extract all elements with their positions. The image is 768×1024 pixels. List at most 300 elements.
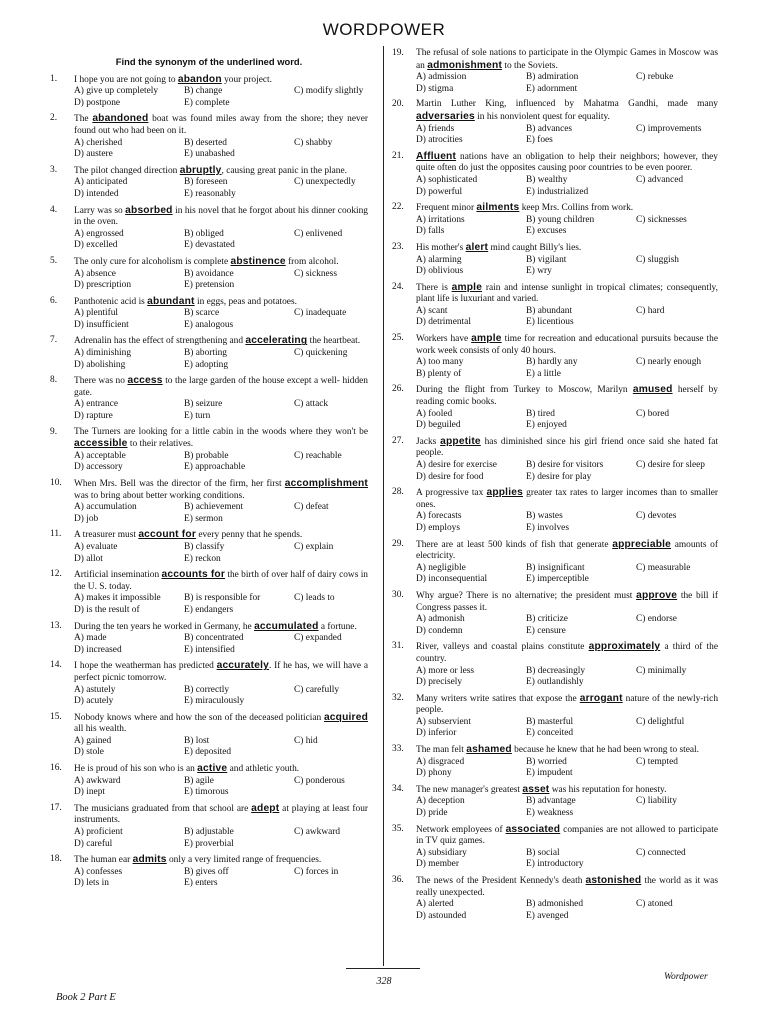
stem-text-after: to the large garden of the house except a well- hidden gate. <box>74 376 368 398</box>
question-stem <box>74 375 368 399</box>
answer-option: B) adjustable <box>184 827 234 838</box>
answer-option: E) endangers <box>184 604 234 615</box>
footer-book-label: Book 2 Part E <box>56 992 116 1003</box>
answer-option: E) enters <box>184 878 218 889</box>
stem-text-after: a fortune. <box>318 621 357 632</box>
answer-option: B) correctly <box>184 684 230 695</box>
underlined-keyword: acquired <box>323 711 368 723</box>
stem-text-after: only a very limited range of frequencies. <box>166 855 322 866</box>
answer-option: A) engrossed <box>74 228 124 239</box>
stem-text-after: herself by reading comic books. <box>416 385 718 408</box>
answer-option: D) acutely <box>74 696 114 707</box>
stem-text-before: There was no <box>74 376 128 387</box>
answer-option: B) obliged <box>184 228 224 239</box>
answer-option: C) bored <box>636 408 670 419</box>
question-body <box>74 205 368 252</box>
answer-option: E) complete <box>184 97 230 108</box>
answer-option: E) adornment <box>526 83 578 94</box>
answer-option: C) explain <box>294 541 334 552</box>
page-number: 328 <box>376 976 392 987</box>
underlined-keyword: associated <box>505 823 561 835</box>
question-item <box>392 744 718 780</box>
answer-options <box>416 899 718 922</box>
answer-option: D) prescription <box>74 280 132 291</box>
question-item <box>392 99 718 146</box>
answer-option: D) desire for food <box>416 471 484 482</box>
question-item <box>50 569 368 616</box>
underlined-keyword: abandoned <box>92 113 149 125</box>
answer-option: B) masterful <box>526 716 574 727</box>
question-item <box>392 333 718 380</box>
answer-option: E) pretension <box>184 280 235 291</box>
answer-option: E) miraculously <box>184 696 245 707</box>
answer-option: E) excuses <box>526 226 567 237</box>
answer-option: D) postpone <box>74 97 121 108</box>
answer-option: A) made <box>74 633 107 644</box>
answer-option: C) defeat <box>294 502 329 513</box>
answer-option: B) scarce <box>184 308 220 319</box>
question-body <box>416 384 718 431</box>
question-stem <box>74 803 368 827</box>
question-stem <box>74 74 368 87</box>
answer-option: C) expanded <box>294 633 342 644</box>
question-item <box>50 427 368 474</box>
answer-option: A) entrance <box>74 399 118 410</box>
question-number: 22. <box>392 202 404 213</box>
stem-text-before: Larry was so <box>74 205 126 216</box>
answer-options <box>416 409 718 432</box>
answer-option: E) conceited <box>526 728 574 739</box>
question-body <box>74 74 368 110</box>
answer-option: D) rapture <box>74 411 113 422</box>
answer-options <box>74 542 368 565</box>
answer-option: E) devastated <box>184 240 235 251</box>
answer-option: B) decreasingly <box>526 665 586 676</box>
answer-option: C) delightful <box>636 716 685 727</box>
stem-text-after: because he knew that he had been wrong to steal. <box>511 745 699 756</box>
question-item <box>392 384 718 431</box>
stem-text-after: mind caught Billy's lies. <box>488 242 582 253</box>
underlined-keyword: appetite <box>440 435 481 447</box>
question-item <box>50 660 368 707</box>
footer-rule <box>346 968 420 969</box>
footer-series-label: Wordpower <box>664 972 708 982</box>
answer-option: E) wry <box>526 266 552 277</box>
answer-option: B) probable <box>184 450 229 461</box>
question-body <box>74 478 368 525</box>
stem-text-before: Nobody knows where and how the son of the deceased politician <box>74 712 324 723</box>
answer-option: B) gives off <box>184 866 229 877</box>
answer-option: A) friends <box>416 123 455 134</box>
answer-option: E) desire for play <box>526 471 592 482</box>
stem-text-before: The refusal of sole nations to participate in the Olympic Games in Moscow was an <box>416 48 718 71</box>
instruction: Find the synonym of the underlined word. <box>115 56 303 67</box>
stem-text-before: Network employees of <box>416 824 506 835</box>
question-stem <box>74 569 368 593</box>
answer-option: B) abundant <box>526 305 573 316</box>
underlined-keyword: accounts for <box>161 569 226 581</box>
answer-option: E) impudent <box>526 768 573 779</box>
answer-option: D) atrocities <box>416 135 463 146</box>
question-body <box>416 784 718 820</box>
answer-option: C) quickening <box>294 348 348 359</box>
answer-options <box>74 502 368 525</box>
answer-option: B) classify <box>184 541 225 552</box>
stem-text-before: Artificial insemination <box>74 570 162 581</box>
stem-text-after: nations have an obligation to help their neighbors; however, they quite often do just the opposites causing poor countries to be even poorer. <box>416 151 718 174</box>
question-stem <box>416 875 718 899</box>
answer-option: C) rebuke <box>636 72 674 83</box>
question-number: 1. <box>50 73 58 84</box>
question-body <box>416 744 718 780</box>
question-body <box>74 529 368 565</box>
stem-text-before: I hope the weatherman has predicted <box>74 661 217 672</box>
stem-text-before: The news of the President Kennedy's death <box>416 876 586 886</box>
answer-option: A) more or less <box>416 665 475 676</box>
underlined-keyword: accelerating <box>245 335 308 347</box>
stem-text-after: at playing at least four instruments. <box>74 803 369 826</box>
answer-option: B) agile <box>184 775 214 786</box>
answer-option: A) deception <box>416 796 465 807</box>
answer-option: E) approachable <box>184 462 246 473</box>
underlined-keyword: ashamed <box>466 744 512 756</box>
question-number: 31. <box>392 641 404 652</box>
question-item <box>50 529 368 565</box>
underlined-keyword: admonishment <box>427 59 503 71</box>
question-body <box>416 875 718 922</box>
answer-option: D) inconsequential <box>416 574 488 585</box>
answer-options <box>74 229 368 252</box>
answer-option: E) turn <box>184 411 211 422</box>
answer-option: D) job <box>74 513 99 524</box>
answer-option: A) cherished <box>74 137 123 148</box>
question-number: 23. <box>392 241 404 252</box>
answer-option: B) achievement <box>184 502 244 513</box>
answer-option: E) analogous <box>184 319 234 330</box>
stem-text-after: to their relatives. <box>127 439 194 450</box>
answer-option: E) censure <box>526 625 566 636</box>
answer-option: B) is responsible for <box>184 593 261 604</box>
stem-text-after: . If he has, we will have a perfect picnic tomorrow. <box>74 661 368 683</box>
question-body <box>74 712 368 759</box>
question-number: 4. <box>50 204 58 215</box>
question-stem <box>74 205 368 229</box>
answer-options <box>74 685 368 708</box>
stem-text-after: your project. <box>221 74 272 85</box>
answer-option: D) beguiled <box>416 420 461 431</box>
answer-option: A) alerted <box>416 899 454 910</box>
answer-option: A) forecasts <box>416 511 462 522</box>
answer-options <box>74 451 368 474</box>
answer-option: B) plenty of <box>416 368 462 379</box>
answer-option: A) sophisticated <box>416 174 478 185</box>
answer-options <box>416 460 718 483</box>
answer-options <box>416 717 718 740</box>
question-body <box>416 487 718 534</box>
answer-option: A) awkward <box>74 775 121 786</box>
answer-option: C) improvements <box>636 123 702 134</box>
answer-option: A) desire for exercise <box>416 460 497 470</box>
answer-option: D) inferior <box>416 728 457 739</box>
stem-text-after: every penny that he spends. <box>195 530 303 541</box>
answer-option: C) liability <box>636 796 677 807</box>
answer-option: A) acceptable <box>74 450 126 461</box>
question-number: 6. <box>50 295 58 306</box>
question-stem <box>416 151 718 175</box>
answer-options <box>416 255 718 278</box>
question-body <box>416 202 718 238</box>
right-column <box>392 48 718 926</box>
stem-text-before: A progressive tax <box>416 488 487 499</box>
question-stem <box>74 335 368 348</box>
question-number: 25. <box>392 333 404 344</box>
underlined-keyword: abruptly <box>179 164 222 176</box>
question-stem <box>74 113 368 137</box>
underlined-keyword: abundant <box>147 295 195 307</box>
answer-option: E) sermon <box>184 513 223 524</box>
answer-option: D) condemn <box>416 625 463 636</box>
stem-text-before: A treasurer must <box>74 530 139 541</box>
answer-option: D) pride <box>416 808 448 819</box>
answer-option: C) minimally <box>636 665 687 676</box>
answer-option: B) social <box>526 847 560 858</box>
question-body <box>74 427 368 474</box>
answer-option: C) advanced <box>636 174 684 185</box>
question-number: 28. <box>392 487 404 498</box>
question-body <box>74 165 368 201</box>
answer-option: A) plentiful <box>74 308 119 319</box>
answer-options <box>74 399 368 422</box>
answer-option: D) stigma <box>416 83 454 94</box>
question-number: 33. <box>392 744 404 755</box>
underlined-keyword: approve <box>636 589 678 601</box>
question-item <box>50 478 368 525</box>
question-body <box>74 335 368 371</box>
answer-option: D) phony <box>416 768 452 779</box>
answer-option: D) allot <box>74 553 103 564</box>
question-number: 2. <box>50 113 58 124</box>
answer-option: A) disgraced <box>416 756 465 767</box>
question-stem <box>74 854 368 867</box>
stem-text-before: During the flight from Turkey to Moscow, Marilyn <box>416 385 633 396</box>
stem-text-before: The musicians graduated from that school are <box>74 803 252 814</box>
answer-option: B) desire for visitors <box>526 460 604 470</box>
stem-text-after: the world as it was really unexpected. <box>416 876 718 898</box>
answer-option: C) inadequate <box>294 308 347 319</box>
stem-text-after: in his novel that he forgot about his dinner cooking in the oven. <box>74 205 368 228</box>
question-body <box>74 621 368 657</box>
answer-option: A) give up completely <box>74 86 159 97</box>
stem-text-before: He is proud of his son who is an <box>74 764 198 775</box>
answer-option: B) wastes <box>526 511 563 522</box>
answer-option: B) concentrated <box>184 633 244 644</box>
answer-option: B) advantage <box>526 796 576 807</box>
underlined-keyword: approximately <box>588 641 661 653</box>
answer-option: B) tired <box>526 408 555 419</box>
question-number: 13. <box>50 620 62 631</box>
answer-option: B) vigilant <box>526 254 567 265</box>
answer-option: A) subsidiary <box>416 847 467 858</box>
answer-option: C) atoned <box>636 899 673 910</box>
page-title: WORDPOWER <box>322 20 446 39</box>
underlined-keyword: active <box>197 763 228 775</box>
question-stem <box>74 256 368 269</box>
answer-option: B) young children <box>526 214 595 225</box>
answer-option: A) irritations <box>416 214 465 225</box>
answer-option: D) powerful <box>416 186 463 197</box>
answer-option: C) forces in <box>294 866 339 877</box>
stem-text-before: The only cure for alcoholism is complete <box>74 256 231 267</box>
answer-options <box>74 177 368 200</box>
question-item <box>50 74 368 110</box>
answer-option: B) foreseen <box>184 177 228 188</box>
answer-option: B) aborting <box>184 348 227 359</box>
question-item <box>392 641 718 688</box>
question-item <box>392 487 718 534</box>
answer-option: D) is the result of <box>74 604 140 615</box>
answer-option: C) attack <box>294 399 329 410</box>
answer-option: E) a little <box>526 368 561 379</box>
answer-option: D) careful <box>74 838 113 849</box>
stem-text-before: The <box>74 114 93 125</box>
question-number: 26. <box>392 384 404 395</box>
underlined-keyword: adversaries <box>416 110 475 122</box>
question-number: 29. <box>392 538 404 549</box>
answer-option: A) proficient <box>74 827 123 838</box>
stem-text-after: in eggs, peas and potatoes. <box>194 296 297 307</box>
question-number: 24. <box>392 281 404 292</box>
answer-options <box>416 848 718 871</box>
answer-option: C) measurable <box>636 562 691 573</box>
answer-option: B) avoidance <box>184 268 234 279</box>
answer-options <box>416 796 718 819</box>
answer-options <box>416 563 718 586</box>
question-body <box>416 282 718 329</box>
answer-option: B) admiration <box>526 72 579 83</box>
answer-option: A) admission <box>416 72 467 83</box>
stem-text-after: , causing great panic in the plane. <box>221 165 347 176</box>
answer-options <box>74 736 368 759</box>
question-body <box>74 375 368 422</box>
underlined-keyword: ailments <box>476 202 520 214</box>
answer-option: D) accessory <box>74 462 123 473</box>
answer-option: A) gained <box>74 735 112 746</box>
question-stem <box>74 763 368 776</box>
answer-option: D) insufficient <box>74 319 129 330</box>
answer-option: A) evaluate <box>74 541 118 552</box>
question-number: 30. <box>392 589 404 600</box>
answer-option: C) hid <box>294 735 318 746</box>
question-body <box>416 641 718 688</box>
stem-text-before: I hope you are not going to <box>74 74 178 85</box>
answer-option: D) oblivious <box>416 266 464 277</box>
answer-option: A) accumulation <box>74 502 137 513</box>
answer-option: A) admonish <box>416 614 465 625</box>
stem-text-after: and athletic youth. <box>227 764 300 775</box>
answer-option: D) member <box>416 859 459 870</box>
answer-option: D) inept <box>74 787 105 798</box>
stem-text-after: rain and intense sunlight in tropical climates; consequently, plant life is luxuriant and varied. <box>416 282 718 305</box>
stem-text-before: Frequent minor <box>416 203 477 214</box>
question-stem <box>416 539 718 563</box>
question-item <box>392 151 718 198</box>
underlined-keyword: appreciable <box>612 538 672 550</box>
underlined-keyword: applies <box>486 487 523 499</box>
answer-option: A) makes it impossible <box>74 593 161 604</box>
answer-option: A) scant <box>416 305 448 316</box>
question-body <box>416 242 718 278</box>
stem-text-after: has diminished since his girl friend once said she hated fat people. <box>416 436 718 459</box>
answer-option: E) timorous <box>184 787 229 798</box>
answer-option: C) leads to <box>294 593 335 604</box>
answer-option: D) excelled <box>74 240 118 251</box>
answer-option: B) admonished <box>526 899 584 910</box>
answer-option: E) adopting <box>184 359 229 370</box>
answer-option: E) reasonably <box>184 188 236 199</box>
answer-option: B) wealthy <box>526 174 568 185</box>
question-item <box>50 803 368 850</box>
answer-option: C) unexpectedly <box>294 177 356 188</box>
question-number: 32. <box>392 692 404 703</box>
question-item <box>392 875 718 922</box>
question-body <box>74 854 368 890</box>
stem-text-after: was his reputation for honesty. <box>549 784 667 795</box>
stem-text-after: the birth of over half of dairy cows in the U. S. today. <box>74 570 368 592</box>
answer-options <box>416 124 718 147</box>
answer-option: B) advances <box>526 123 573 134</box>
answer-option: D) stole <box>74 747 104 758</box>
question-item <box>392 436 718 483</box>
stem-text-before: Many writers write satires that expose the <box>416 693 580 704</box>
question-number: 36. <box>392 875 404 885</box>
stem-text-after: to the Soviets. <box>502 60 558 71</box>
answer-option: D) falls <box>416 226 445 237</box>
answer-option: C) modify slightly <box>294 86 364 97</box>
stem-text-after: companies are not allowed to participate in TV quiz games. <box>416 824 718 847</box>
answer-option: D) employs <box>416 522 461 533</box>
answer-option: D) austere <box>74 149 113 160</box>
question-stem <box>416 48 718 72</box>
stem-text-after: in his nonviolent quest for equality. <box>474 111 610 122</box>
answer-option: C) endorse <box>636 614 677 625</box>
answer-option: E) involves <box>526 522 569 533</box>
answer-option: B) insignificant <box>526 562 585 573</box>
question-stem <box>416 242 718 255</box>
underlined-keyword: asset <box>522 783 550 795</box>
left-question-list <box>50 74 368 890</box>
answer-option: B) criticize <box>526 614 568 625</box>
question-number: 10. <box>50 478 62 488</box>
stem-text-before: During the ten years he worked in Germany, he <box>74 621 255 632</box>
underlined-keyword: alert <box>465 241 489 253</box>
underlined-keyword: Affluent <box>416 150 457 162</box>
question-stem <box>416 744 718 757</box>
answer-options <box>74 308 368 331</box>
answer-option: E) imperceptible <box>526 574 589 585</box>
answer-options <box>416 306 718 329</box>
question-stem <box>74 427 368 451</box>
question-item <box>392 202 718 238</box>
question-stem <box>416 824 718 848</box>
underlined-keyword: accurately <box>216 660 269 672</box>
question-stem <box>416 384 718 408</box>
question-item <box>50 375 368 422</box>
question-number: 14. <box>50 660 62 671</box>
question-body <box>416 151 718 198</box>
question-stem <box>416 784 718 797</box>
answer-option: B) change <box>184 86 223 97</box>
underlined-keyword: abandon <box>177 73 222 85</box>
